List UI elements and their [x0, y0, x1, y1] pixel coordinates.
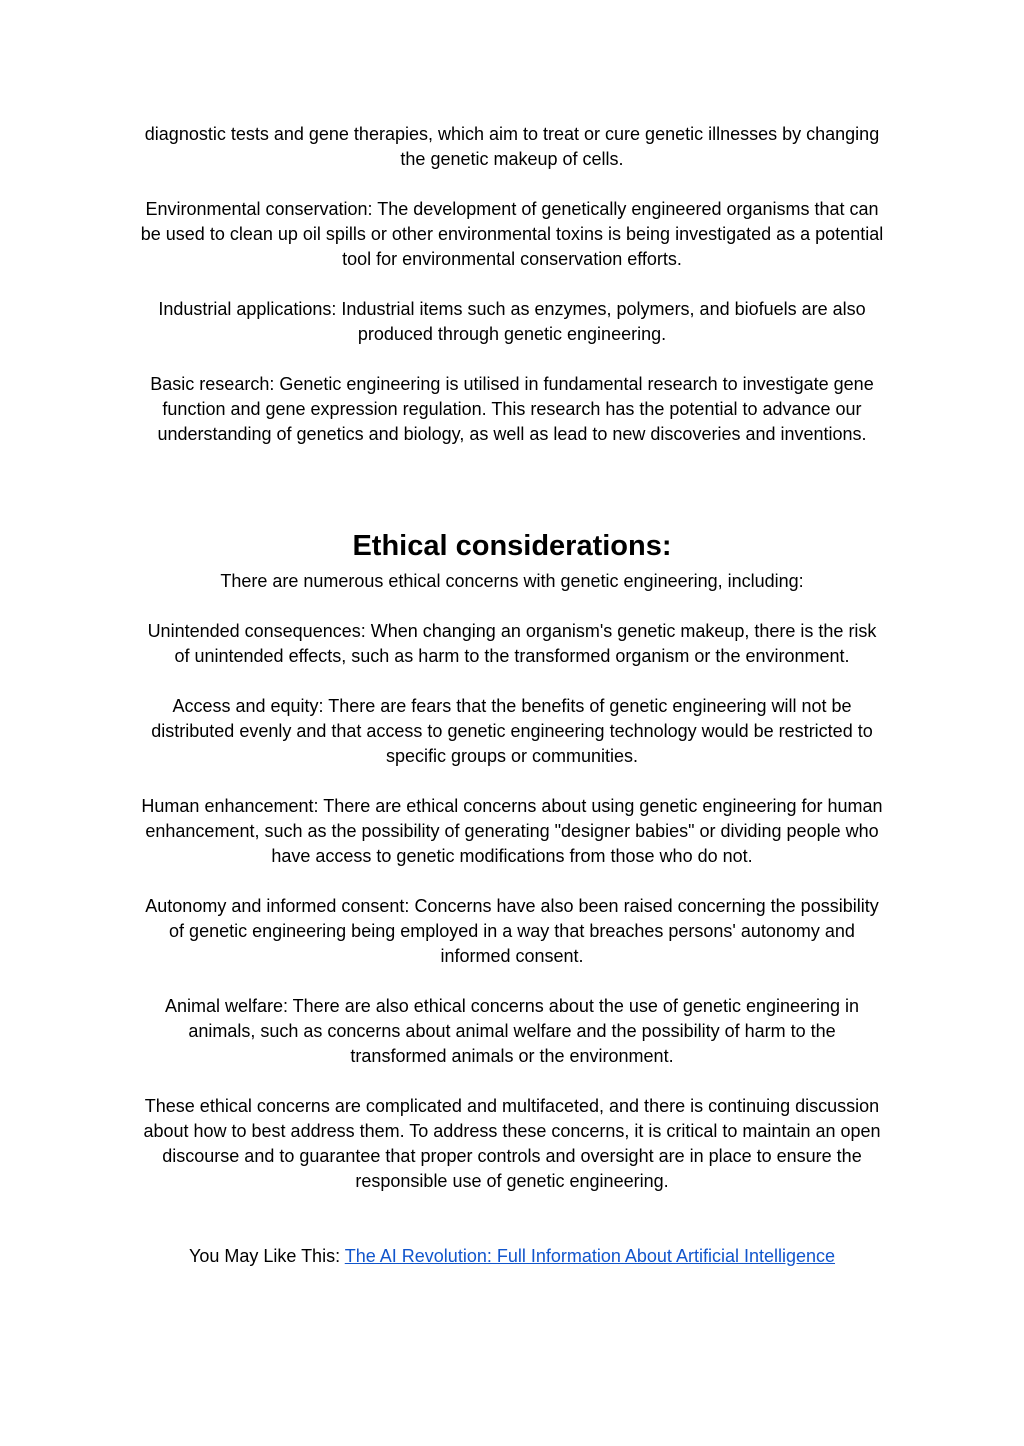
related-article	[140, 1244, 884, 1269]
ethics-paragraph-access: Access and equity: There are fears that the benefits of genetic engineering will not be distributed evenly and that access to genetic engineering technology would be restricted to specific groups or communities.	[151, 696, 873, 766]
related-article-prefix: You May Like This:	[188, 1246, 345, 1266]
section-lead: There are numerous ethical concerns with genetic engineering, including:	[220, 571, 804, 591]
ethics-paragraph-unintended: Unintended consequences: When changing an organism's genetic makeup, there is the risk of unintended effects, such as harm to the transformed organism or the environment.	[147, 621, 877, 666]
related-article-link[interactable]: The AI Revolution: Full Information About Artificial Intelligence	[344, 1246, 836, 1266]
intro-paragraph-industrial: Industrial applications: Industrial items such as enzymes, polymers, and biofuels are also produced through genetic engineering.	[158, 299, 866, 344]
ethics-paragraph-animal-welfare: Animal welfare: There are also ethical concerns about the use of genetic engineering in animals, such as concerns about animal welfare and the possibility of harm to the transformed animals or the environment.	[164, 996, 860, 1066]
section-heading: Ethical considerations:	[352, 530, 672, 562]
ethics-paragraph-conclusion: These ethical concerns are complicated and multifaceted, and there is continuing discussion about how to best address them. To address these concerns, it is critical to maintain an open discourse and to guarantee that proper controls and oversight are in place to ensure the responsible use of genetic engineering.	[143, 1096, 881, 1191]
ethics-paragraph-enhancement: Human enhancement: There are ethical concerns about using genetic engineering for human enhancement, such as the possibility of generating "designer babies" or dividing people who have access to genetic modifications from those who do not.	[141, 796, 883, 866]
document-page	[140, 122, 884, 1269]
ethics-paragraph-autonomy: Autonomy and informed consent: Concerns have also been raised concerning the possibility of genetic engineering being employed in a way that breaches persons' autonomy and informed consent.	[145, 896, 879, 966]
intro-paragraph-basic-research: Basic research: Genetic engineering is utilised in fundamental research to investigate gene function and gene expression regulation. This research has the potential to advance our understanding of genetics and biology, as well as lead to new discoveries and inventions.	[150, 374, 874, 444]
intro-paragraph-diagnostics: diagnostic tests and gene therapies, which aim to treat or cure genetic illnesses by changing the genetic makeup of cells.	[144, 124, 880, 169]
intro-paragraph-environmental: Environmental conservation: The development of genetically engineered organisms that can be used to clean up oil spills or other environmental toxins is being investigated as a potential tool for environmental conservation efforts.	[140, 199, 884, 269]
